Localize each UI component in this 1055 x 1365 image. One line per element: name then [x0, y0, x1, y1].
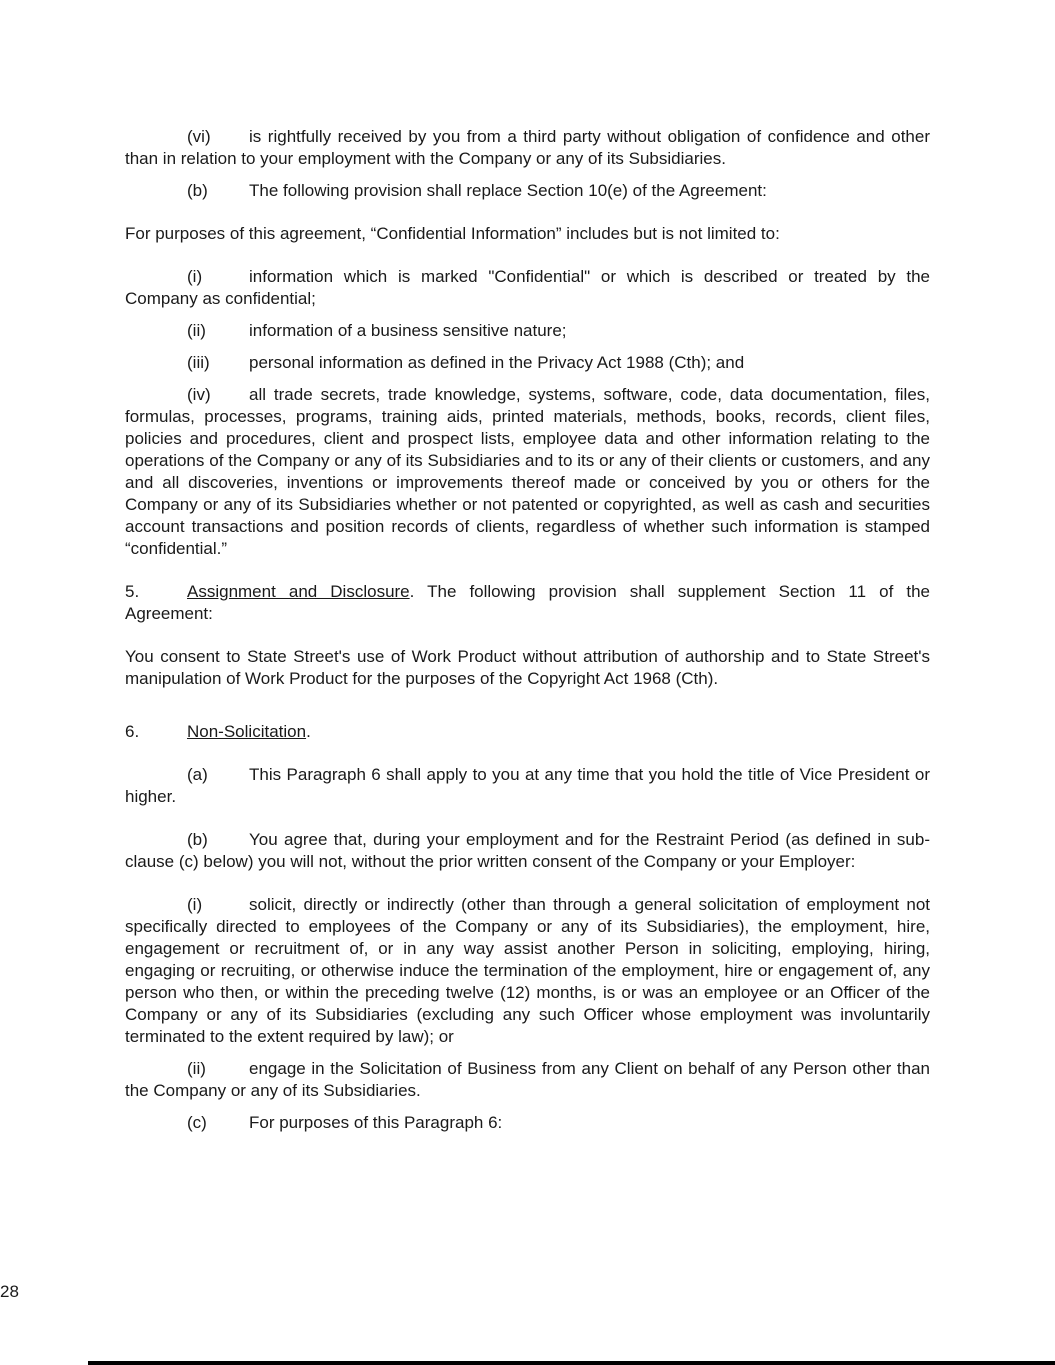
paragraph-text: information which is marked "Confidential" or which is described or treated by the Company as confidential;: [125, 267, 930, 308]
scan-edge-artifact: [88, 1361, 1055, 1365]
paragraph-text: For purposes of this Paragraph 6:: [249, 1113, 503, 1132]
paragraph-text: engage in the Solicitation of Business from any Client on behalf of any Person other than the Company or any of its Subsidiaries.: [125, 1059, 930, 1100]
section-5-paragraph: [125, 581, 930, 625]
clause-iii-paragraph: [125, 352, 930, 374]
clause-vi-paragraph: [125, 126, 930, 170]
clause-ii-paragraph: [125, 1058, 930, 1102]
list-label: (b): [187, 181, 208, 200]
consent-paragraph: [125, 646, 930, 690]
paragraph-text: personal information as defined in the Privacy Act 1988 (Cth); and: [249, 353, 745, 372]
list-label: (i): [187, 267, 203, 286]
paragraph-text: You consent to State Street's use of Work Product without attribution of authorship and to State Street's manipulation of Work Product for the purposes of the Copyright Act 1968 (Cth).: [125, 647, 930, 688]
list-label: (iii): [187, 353, 210, 372]
clause-b-paragraph: [125, 829, 930, 873]
paragraph-text: all trade secrets, trade knowledge, systems, software, code, data documentation, files, formulas, processes, programs, training aids, printed materials, methods, books, records, client files, policies and procedures, client and prospect lists, employee data and other information relating to the operations of the Company or any of its Subsidiaries and to its or any of their clients or customers, and any and all discoveries, inventions or improvements thereof made or conceived by you or others for the Company or any of its Subsidiaries whether or not patented or copyrighted, as well as cash and securities account transactions and position records of clients, regardless of whether such information is stamped “confidential.”: [125, 385, 930, 558]
list-label: (c): [187, 1113, 207, 1132]
clause-a-paragraph: [125, 764, 930, 808]
clause-ii-paragraph: [125, 320, 930, 342]
paragraph-text: . The following provision shall supplement Section 11 of the Agreement:: [125, 582, 930, 623]
page-number: 28: [0, 1282, 19, 1301]
clause-c-paragraph: [125, 1112, 930, 1134]
clause-i-paragraph: [125, 266, 930, 310]
list-label: (iv): [187, 385, 211, 404]
paragraph-text: For purposes of this agreement, “Confidential Information” includes but is not limited to:: [125, 224, 780, 243]
paragraph-text: The following provision shall replace Section 10(e) of the Agreement:: [249, 181, 767, 200]
list-label: (i): [187, 895, 203, 914]
paragraph-text: .: [306, 722, 311, 741]
paragraph-text: information of a business sensitive nature;: [249, 321, 567, 340]
section-6-paragraph: [125, 721, 930, 743]
list-label: (ii): [187, 1059, 206, 1078]
paragraph-text: is rightfully received by you from a third party without obligation of confidence and other than in relation to your employment with the Company or any of its Subsidiaries.: [125, 127, 930, 168]
clause-i-paragraph: [125, 894, 930, 1048]
paragraph-text: You agree that, during your employment and for the Restraint Period (as defined in sub-clause (c) below) you will not, without the prior written consent of the Company or your Employer:: [125, 830, 930, 871]
list-label: (b): [187, 830, 208, 849]
list-label: (a): [187, 765, 208, 784]
section-number: 5.: [125, 582, 140, 601]
clause-b-paragraph: [125, 180, 930, 202]
section-heading: Non-Solicitation: [187, 722, 307, 741]
intro-paragraph: [125, 223, 930, 245]
clause-iv-paragraph: [125, 384, 930, 560]
list-label: (vi): [187, 127, 211, 146]
paragraph-text: solicit, directly or indirectly (other than through a general solicitation of employment not specifically directed to employees of the Company or any of its Subsidiaries), the employment, hire, engagement or recruitment of, or in any way assist another Person in soliciting, employing, hiring, engaging or recruiting, or otherwise induce the termination of the employment, hire or engagement of, any person who then, or within the preceding twelve (12) months, is or was an employee or an Officer of the Company or any of its Subsidiaries (excluding any such Officer whose employment was involuntarily terminated to the extent required by law); or: [125, 895, 930, 1046]
paragraph-text: This Paragraph 6 shall apply to you at any time that you hold the title of Vice President or higher.: [125, 765, 930, 806]
section-heading: Assignment and Disclosure: [187, 582, 410, 601]
list-label: (ii): [187, 321, 206, 340]
section-number: 6.: [125, 722, 140, 741]
